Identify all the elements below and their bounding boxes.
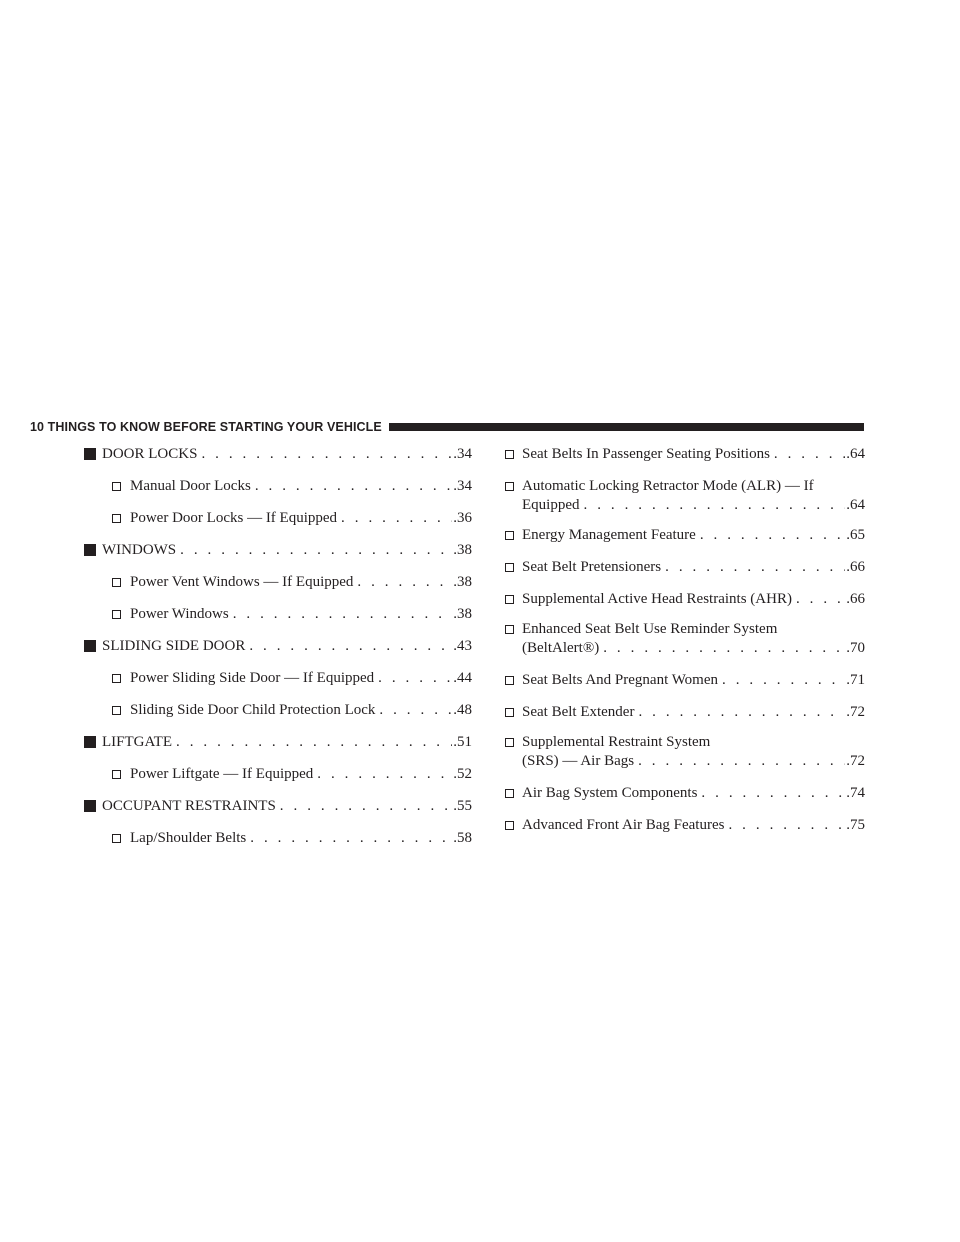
hollow-square-bullet-icon	[505, 482, 514, 491]
hollow-square-bullet-icon	[505, 625, 514, 634]
hollow-square-bullet-icon	[505, 595, 514, 604]
dot-leader	[584, 496, 846, 515]
toc-page-number: .38	[453, 606, 472, 622]
dot-leader	[638, 752, 845, 771]
toc-page-number: .65	[846, 527, 865, 543]
toc-page-number: .38	[453, 574, 472, 590]
dot-leader	[700, 526, 845, 545]
dot-leader	[249, 637, 452, 656]
dot-leader	[378, 669, 452, 688]
toc-entry-title: Equipped	[522, 497, 580, 513]
toc-subsection-entry[interactable]	[84, 829, 472, 848]
toc-entry-title: Air Bag System Components	[522, 785, 698, 801]
toc-page-number: .64	[846, 446, 865, 462]
hollow-square-bullet-icon	[505, 789, 514, 798]
dot-leader	[250, 829, 452, 848]
dot-leader	[603, 639, 845, 658]
square-bullet-icon	[84, 448, 96, 460]
dot-leader	[379, 701, 452, 720]
dot-leader	[180, 541, 452, 560]
toc-page-number: .64	[846, 497, 865, 513]
toc-page-number: .72	[846, 753, 865, 769]
hollow-square-bullet-icon	[505, 821, 514, 830]
toc-section-entry[interactable]	[84, 445, 472, 464]
toc-subsection-entry[interactable]	[84, 477, 472, 496]
toc-section-entry[interactable]	[84, 637, 472, 656]
toc-page-number: .58	[453, 830, 472, 846]
toc-entry-title: Lap/Shoulder Belts	[130, 830, 247, 846]
hollow-square-bullet-icon	[505, 708, 514, 717]
square-bullet-icon	[84, 800, 96, 812]
toc-section-entry[interactable]	[84, 797, 472, 816]
dot-leader	[701, 784, 845, 803]
toc-subsection-entry[interactable]	[503, 620, 865, 658]
hollow-square-bullet-icon	[505, 563, 514, 572]
toc-page-number: .72	[846, 704, 865, 720]
toc-entry-title-line: Enhanced Seat Belt Use Reminder System	[522, 621, 778, 637]
toc-page-number: .51	[453, 734, 472, 750]
toc-entry-title-line: Automatic Locking Retractor Mode (ALR) — If	[522, 478, 814, 494]
toc-subsection-entry[interactable]	[503, 445, 865, 464]
dot-leader	[796, 590, 845, 609]
toc-entry-title: DOOR LOCKS	[102, 446, 198, 462]
dot-leader	[665, 558, 845, 577]
hollow-square-bullet-icon	[505, 450, 514, 459]
toc-entry-title: Power Sliding Side Door — If Equipped	[130, 670, 375, 686]
toc-entry-title: Energy Management Feature	[522, 527, 696, 543]
toc-subsection-entry[interactable]	[503, 816, 865, 835]
toc-entry-title: Supplemental Active Head Restraints (AHR)	[522, 591, 792, 607]
dot-leader	[280, 797, 452, 816]
hollow-square-bullet-icon	[112, 674, 121, 683]
dot-leader	[201, 445, 452, 464]
dot-leader	[638, 703, 845, 722]
toc-subsection-entry[interactable]	[503, 477, 865, 515]
toc-page-number: .74	[846, 785, 865, 801]
hollow-square-bullet-icon	[112, 834, 121, 843]
toc-entry-title: Seat Belt Pretensioners	[522, 559, 662, 575]
toc-entry-title: Power Door Locks — If Equipped	[130, 510, 338, 526]
header-rule	[389, 423, 864, 431]
toc-entry-title: Seat Belts In Passenger Seating Positions	[522, 446, 770, 462]
square-bullet-icon	[84, 544, 96, 556]
square-bullet-icon	[84, 736, 96, 748]
toc-page-number: .71	[846, 672, 865, 688]
toc-entry-title: OCCUPANT RESTRAINTS	[102, 798, 276, 814]
toc-section-entry[interactable]	[84, 733, 472, 752]
toc-page-number: .38	[453, 542, 472, 558]
toc-subsection-entry[interactable]	[503, 784, 865, 803]
toc-subsection-entry[interactable]	[84, 669, 472, 688]
toc-page-number: .34	[453, 478, 472, 494]
toc-subsection-entry[interactable]	[84, 605, 472, 624]
hollow-square-bullet-icon	[112, 610, 121, 619]
toc-page-number: .75	[846, 817, 865, 833]
toc-page-number: .66	[846, 559, 865, 575]
toc-entry-title: Manual Door Locks	[130, 478, 251, 494]
toc-page-number: .43	[453, 638, 472, 654]
toc-page-number: .48	[453, 702, 472, 718]
toc-page-number: .66	[846, 591, 865, 607]
toc-entry-title: Power Windows	[130, 606, 229, 622]
toc-page-number: .70	[846, 640, 865, 656]
toc-subsection-entry[interactable]	[503, 590, 865, 609]
toc-subsection-entry[interactable]	[503, 703, 865, 722]
toc-subsection-entry[interactable]	[84, 509, 472, 528]
toc-subsection-entry[interactable]	[503, 733, 865, 771]
dot-leader	[722, 671, 845, 690]
toc-subsection-entry[interactable]	[84, 701, 472, 720]
toc-subsection-entry[interactable]	[503, 526, 865, 545]
dot-leader	[233, 605, 453, 624]
toc-entry-title: Advanced Front Air Bag Features	[522, 817, 725, 833]
dot-leader	[176, 733, 452, 752]
hollow-square-bullet-icon	[112, 770, 121, 779]
dot-leader	[255, 477, 452, 496]
toc-page-number: .52	[453, 766, 472, 782]
toc-entry-title: LIFTGATE	[102, 734, 172, 750]
toc-subsection-entry[interactable]	[503, 558, 865, 577]
toc-entry-title: WINDOWS	[102, 542, 177, 558]
toc-subsection-entry[interactable]	[84, 573, 472, 592]
toc-section-entry[interactable]	[84, 541, 472, 560]
hollow-square-bullet-icon	[112, 578, 121, 587]
dot-leader	[774, 445, 845, 464]
hollow-square-bullet-icon	[112, 482, 121, 491]
toc-right-column	[503, 445, 865, 835]
dot-leader	[341, 509, 452, 528]
toc-entry-title: Sliding Side Door Child Protection Lock	[130, 702, 376, 718]
toc-page-number: .34	[453, 446, 472, 462]
page-header	[30, 418, 864, 436]
toc-left-column	[84, 445, 472, 848]
square-bullet-icon	[84, 640, 96, 652]
toc-entry-title: (BeltAlert®)	[522, 640, 600, 656]
toc-entry-title-line: Supplemental Restraint System	[522, 734, 711, 750]
dot-leader	[728, 816, 845, 835]
toc-entry-title: Seat Belt Extender	[522, 704, 635, 720]
toc-entry-title: SLIDING SIDE DOOR	[102, 638, 246, 654]
hollow-square-bullet-icon	[505, 676, 514, 685]
hollow-square-bullet-icon	[112, 706, 121, 715]
toc-page-number: .44	[453, 670, 472, 686]
hollow-square-bullet-icon	[112, 514, 121, 523]
dot-leader	[317, 765, 452, 784]
toc-page-number: .55	[453, 798, 472, 814]
dot-leader	[357, 573, 452, 592]
hollow-square-bullet-icon	[505, 738, 514, 747]
toc-subsection-entry[interactable]	[84, 765, 472, 784]
toc-page-number: .36	[453, 510, 472, 526]
toc-entry-title: Power Liftgate — If Equipped	[130, 766, 314, 782]
hollow-square-bullet-icon	[505, 531, 514, 540]
toc-entry-title: Power Vent Windows — If Equipped	[130, 574, 354, 590]
toc-entry-title: (SRS) — Air Bags	[522, 753, 635, 769]
toc-subsection-entry[interactable]	[503, 671, 865, 690]
toc-entry-title: Seat Belts And Pregnant Women	[522, 672, 718, 688]
header-title: 10 THINGS TO KNOW BEFORE STARTING YOUR VEHICLE	[30, 420, 382, 434]
